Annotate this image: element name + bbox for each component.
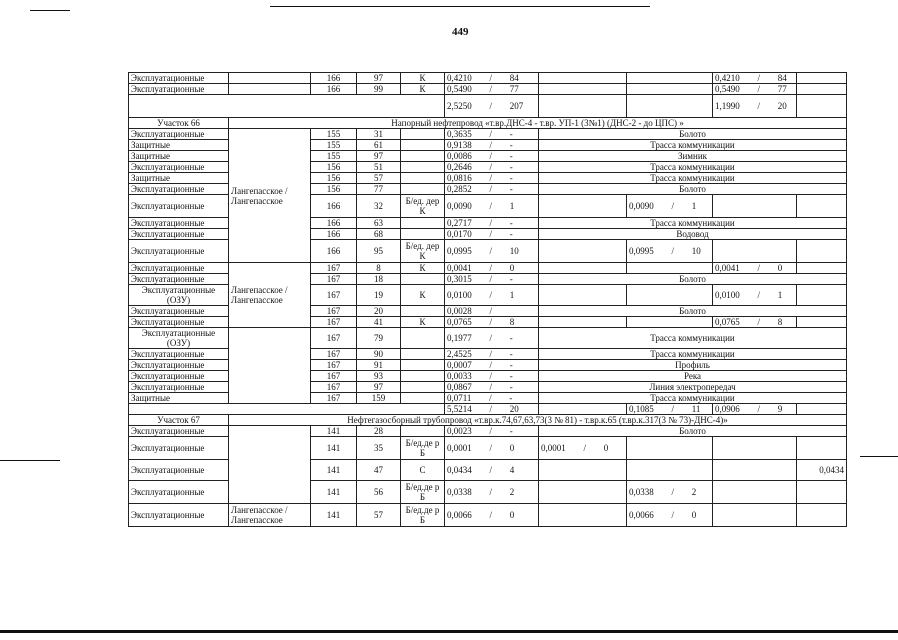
table-cell — [539, 285, 627, 306]
note-cell: Трасса коммуникации — [539, 173, 847, 184]
table-cell — [401, 218, 445, 229]
table-cell: К — [401, 285, 445, 306]
table-cell: Б/ед.де р Б — [401, 481, 445, 504]
table-cell — [713, 460, 797, 481]
table-cell: 0,0434 — [797, 460, 847, 481]
table-cell: 0,0001 / 0 — [445, 437, 539, 460]
note-cell: Болото — [539, 426, 847, 437]
note-cell: Трасса коммуникации — [539, 349, 847, 360]
table-cell: 0,0041 / 0 — [445, 263, 539, 274]
note-cell: Трасса коммуникации — [539, 140, 847, 151]
table-cell: 141 — [311, 437, 357, 460]
table-cell: 0,0338 / 2 — [445, 481, 539, 504]
category-cell: Эксплуатационные — [129, 274, 229, 285]
table-cell: 166 — [311, 240, 357, 263]
table-cell — [627, 95, 713, 118]
table-cell — [401, 328, 445, 349]
table-cell: 167 — [311, 263, 357, 274]
table-cell — [401, 393, 445, 404]
table-cell — [539, 460, 627, 481]
note-cell: Водовод — [539, 229, 847, 240]
table-cell: 18 — [357, 274, 401, 285]
table-cell — [401, 360, 445, 371]
table-cell: 99 — [357, 84, 401, 95]
note-cell: Болото — [539, 306, 847, 317]
table-cell: 0,9138 / - — [445, 140, 539, 151]
table-cell: 156 — [311, 162, 357, 173]
table-cell — [401, 140, 445, 151]
section-label: Участок 67 — [129, 415, 229, 426]
table-cell: 0,0066 / 0 — [627, 504, 713, 527]
table-row — [129, 263, 847, 274]
note-cell: Профиль — [539, 360, 847, 371]
table-cell — [797, 240, 847, 263]
table-cell — [129, 95, 445, 118]
table-cell: 0,1977 / - — [445, 328, 539, 349]
table-cell: К — [401, 73, 445, 84]
table-cell — [401, 184, 445, 195]
table-cell: Б/ед. дер К — [401, 195, 445, 218]
table-cell — [539, 240, 627, 263]
category-cell: Эксплуатационные — [129, 360, 229, 371]
table-cell: 0,4210 / 84 — [445, 73, 539, 84]
table-cell — [627, 437, 713, 460]
table-cell — [713, 240, 797, 263]
table-cell: 79 — [357, 328, 401, 349]
section-title: Нефтегазосборный трубопровод «т.вр.к.74,67,63,73(3 № 81) - т.вр.к.65 (т.вр.к.317(3 № 73)-ДНС-4)» — [229, 415, 847, 426]
table-cell: 0,0867 / - — [445, 382, 539, 393]
table-cell — [713, 481, 797, 504]
land-plot-table — [128, 72, 847, 527]
table-cell: 0,0995 / 10 — [445, 240, 539, 263]
note-cell: Трасса коммуникации — [539, 328, 847, 349]
category-cell: Эксплуатационные — [129, 129, 229, 140]
table-cell: 0,2646 / - — [445, 162, 539, 173]
table-row — [129, 73, 847, 84]
table-cell: 155 — [311, 140, 357, 151]
subtotal-row — [129, 95, 847, 118]
note-cell: Линия электропередач — [539, 382, 847, 393]
table-cell: 0,0100 / 1 — [713, 285, 797, 306]
category-cell: Эксплуатационные — [129, 371, 229, 382]
table-cell — [797, 317, 847, 328]
table-cell — [539, 84, 627, 95]
table-cell: 63 — [357, 218, 401, 229]
table-cell: 0,0765 / 8 — [445, 317, 539, 328]
table-cell: 32 — [357, 195, 401, 218]
table-cell: 167 — [311, 371, 357, 382]
table-cell: 167 — [311, 317, 357, 328]
table-cell: С — [401, 460, 445, 481]
table-cell — [539, 317, 627, 328]
table-cell: 57 — [357, 504, 401, 527]
subtotal-row — [129, 404, 847, 415]
table-cell: К — [401, 317, 445, 328]
header-rule-right — [270, 6, 650, 7]
table-cell — [797, 404, 847, 415]
table-cell — [627, 84, 713, 95]
table-cell — [797, 84, 847, 95]
table-cell — [539, 404, 627, 415]
table-cell: 0,0338 / 2 — [627, 481, 713, 504]
note-cell: Болото — [539, 184, 847, 195]
table-cell: 166 — [311, 218, 357, 229]
table-cell: 91 — [357, 360, 401, 371]
table-cell — [627, 285, 713, 306]
table-cell: 166 — [311, 229, 357, 240]
forestry-cell: Лангепасское / Лангепасское — [229, 504, 311, 527]
table-cell: 5,5214 / 20 — [445, 404, 539, 415]
table-cell — [627, 263, 713, 274]
table-cell: К — [401, 263, 445, 274]
table-cell: 31 — [357, 129, 401, 140]
table-cell — [401, 162, 445, 173]
table-cell: 2,5250 / 207 — [445, 95, 539, 118]
category-cell: Эксплуатационные — [129, 73, 229, 84]
table-row — [129, 84, 847, 95]
table-cell: 97 — [357, 73, 401, 84]
table-cell: 20 — [357, 306, 401, 317]
table-cell: 0,0711 / - — [445, 393, 539, 404]
table-cell: 155 — [311, 129, 357, 140]
category-cell: Эксплуатационные — [129, 218, 229, 229]
table-cell: 0,3015 / - — [445, 274, 539, 285]
note-cell: Болото — [539, 129, 847, 140]
table-cell — [129, 404, 445, 415]
forestry-cell — [229, 84, 311, 95]
table-cell — [401, 371, 445, 382]
table-cell — [627, 460, 713, 481]
table-cell: 97 — [357, 151, 401, 162]
table-cell: 0,0028 / — [445, 306, 539, 317]
table-cell: 167 — [311, 382, 357, 393]
table-cell: 0,0066 / 0 — [445, 504, 539, 527]
section-header-row — [129, 118, 847, 129]
table-cell: 0,3635 / - — [445, 129, 539, 140]
table-cell: 156 — [311, 173, 357, 184]
forestry-cell — [229, 426, 311, 504]
section-header-row — [129, 415, 847, 426]
table-cell — [401, 426, 445, 437]
forestry-cell — [229, 328, 311, 404]
table-cell: 167 — [311, 285, 357, 306]
table-cell: 0,0086 / - — [445, 151, 539, 162]
category-cell: Эксплуатационные — [129, 460, 229, 481]
table-cell: 0,0001 / 0 — [539, 437, 627, 460]
table-cell — [539, 263, 627, 274]
table-cell — [539, 504, 627, 527]
category-cell: Эксплуатационные — [129, 349, 229, 360]
table-cell: 0,0041 / 0 — [713, 263, 797, 274]
table-cell: 51 — [357, 162, 401, 173]
category-cell: Эксплуатационные (ОЗУ) — [129, 285, 229, 306]
category-cell: Эксплуатационные — [129, 382, 229, 393]
footer-rule — [0, 630, 898, 633]
table-cell: 166 — [311, 73, 357, 84]
table-cell: 167 — [311, 393, 357, 404]
table-cell — [401, 382, 445, 393]
category-cell: Эксплуатационные — [129, 437, 229, 460]
forestry-cell — [229, 73, 311, 84]
forestry-cell: Лангепасское / Лангепасское — [229, 129, 311, 263]
category-cell: Эксплуатационные — [129, 306, 229, 317]
table-cell: 2,4525 / - — [445, 349, 539, 360]
table-cell: Б/ед. дер К — [401, 240, 445, 263]
side-mark-right — [860, 456, 898, 457]
category-cell: Эксплуатационные — [129, 195, 229, 218]
table-row — [129, 328, 847, 349]
table-cell: К — [401, 84, 445, 95]
table-cell — [797, 437, 847, 460]
category-cell: Эксплуатационные — [129, 84, 229, 95]
table-cell — [797, 263, 847, 274]
table-cell: 141 — [311, 460, 357, 481]
table-cell: 167 — [311, 306, 357, 317]
table-cell: 0,0434 / 4 — [445, 460, 539, 481]
category-cell: Эксплуатационные — [129, 317, 229, 328]
category-cell: Эксплуатационные — [129, 184, 229, 195]
category-cell: Эксплуатационные — [129, 229, 229, 240]
forestry-cell: Лангепасское / Лангепасское — [229, 263, 311, 328]
note-cell: Трасса коммуникации — [539, 162, 847, 173]
table-cell: 95 — [357, 240, 401, 263]
header-rule-left — [30, 10, 70, 11]
table-cell: 0,0906 / 9 — [713, 404, 797, 415]
table-cell: 159 — [357, 393, 401, 404]
table-cell: 0,5490 / 77 — [445, 84, 539, 95]
table-cell: 41 — [357, 317, 401, 328]
category-cell: Эксплуатационные — [129, 240, 229, 263]
table-cell: 1,1990 / 20 — [713, 95, 797, 118]
table-cell: 0,1085 / 11 — [627, 404, 713, 415]
table-cell — [401, 173, 445, 184]
table-cell: 155 — [311, 151, 357, 162]
table-cell — [713, 195, 797, 218]
side-mark-left — [0, 460, 60, 461]
category-cell: Эксплуатационные — [129, 162, 229, 173]
table-cell: 68 — [357, 229, 401, 240]
table-cell: 141 — [311, 504, 357, 527]
table-cell: 141 — [311, 426, 357, 437]
note-cell: Река — [539, 371, 847, 382]
table-cell — [401, 151, 445, 162]
table-cell — [627, 73, 713, 84]
category-cell: Эксплуатационные — [129, 504, 229, 527]
table-cell — [713, 437, 797, 460]
table-row — [129, 129, 847, 140]
table-cell: 0,2717 / - — [445, 218, 539, 229]
table-cell: 0,4210 / 84 — [713, 73, 797, 84]
table-cell — [401, 306, 445, 317]
table-cell — [797, 95, 847, 118]
table-cell: 167 — [311, 349, 357, 360]
table-cell: 167 — [311, 274, 357, 285]
table-cell: 56 — [357, 481, 401, 504]
category-cell: Эксплуатационные (ОЗУ) — [129, 328, 229, 349]
table-cell: 35 — [357, 437, 401, 460]
category-cell: Эксплуатационные — [129, 426, 229, 437]
table-cell — [539, 195, 627, 218]
table-cell: 97 — [357, 382, 401, 393]
note-cell: Трасса коммуникации — [539, 393, 847, 404]
table-cell: Б/ед.де р Б — [401, 504, 445, 527]
table-cell — [539, 481, 627, 504]
table-cell: 167 — [311, 328, 357, 349]
table-cell: 61 — [357, 140, 401, 151]
table-cell: 77 — [357, 184, 401, 195]
table-cell — [797, 481, 847, 504]
table-cell — [401, 129, 445, 140]
table-cell: 93 — [357, 371, 401, 382]
table-cell: 156 — [311, 184, 357, 195]
table-row — [129, 504, 847, 527]
table-cell: 0,0090 / 1 — [445, 195, 539, 218]
table-cell: 0,0816 / - — [445, 173, 539, 184]
table-cell: 167 — [311, 360, 357, 371]
table-cell — [797, 73, 847, 84]
note-cell: Трасса коммуникации — [539, 218, 847, 229]
table-cell: 0,2852 / - — [445, 184, 539, 195]
table-cell — [539, 73, 627, 84]
table-cell: 47 — [357, 460, 401, 481]
table-cell — [797, 285, 847, 306]
category-cell: Эксплуатационные — [129, 263, 229, 274]
table-cell: 90 — [357, 349, 401, 360]
table-cell — [713, 504, 797, 527]
table-cell: 166 — [311, 195, 357, 218]
table-cell — [797, 195, 847, 218]
note-cell: Зимник — [539, 151, 847, 162]
table-cell: 0,0995 / 10 — [627, 240, 713, 263]
table-cell: 8 — [357, 263, 401, 274]
category-cell: Эксплуатационные — [129, 481, 229, 504]
section-label: Участок 66 — [129, 118, 229, 129]
note-cell: Болото — [539, 274, 847, 285]
table-cell: 0,5490 / 77 — [713, 84, 797, 95]
table-cell — [401, 349, 445, 360]
table-cell: 19 — [357, 285, 401, 306]
table-cell — [627, 317, 713, 328]
table-cell: 0,0023 / - — [445, 426, 539, 437]
table-cell: Б/ед.де р Б — [401, 437, 445, 460]
section-title: Напорный нефтепровод «т.вр.ДНС-4 - т.вр. УП-1 (3№1) (ДНС-2 - до ЦПС) » — [229, 118, 847, 129]
table-cell: 28 — [357, 426, 401, 437]
table-cell — [401, 229, 445, 240]
table-cell: 166 — [311, 84, 357, 95]
table-cell: 0,0100 / 1 — [445, 285, 539, 306]
table-cell: 0,0033 / - — [445, 371, 539, 382]
category-cell: Защитные — [129, 140, 229, 151]
table-cell — [797, 504, 847, 527]
page-number: 449 — [452, 26, 469, 38]
table-row — [129, 426, 847, 437]
table-cell: 57 — [357, 173, 401, 184]
table-cell: 0,0765 / 8 — [713, 317, 797, 328]
table-cell: 0,0090 / 1 — [627, 195, 713, 218]
category-cell: Защитные — [129, 173, 229, 184]
table-cell: 0,0007 / - — [445, 360, 539, 371]
category-cell: Защитные — [129, 151, 229, 162]
table-cell: 141 — [311, 481, 357, 504]
table-cell — [539, 95, 627, 118]
table-cell: 0,0170 / - — [445, 229, 539, 240]
category-cell: Защитные — [129, 393, 229, 404]
table-cell — [401, 274, 445, 285]
